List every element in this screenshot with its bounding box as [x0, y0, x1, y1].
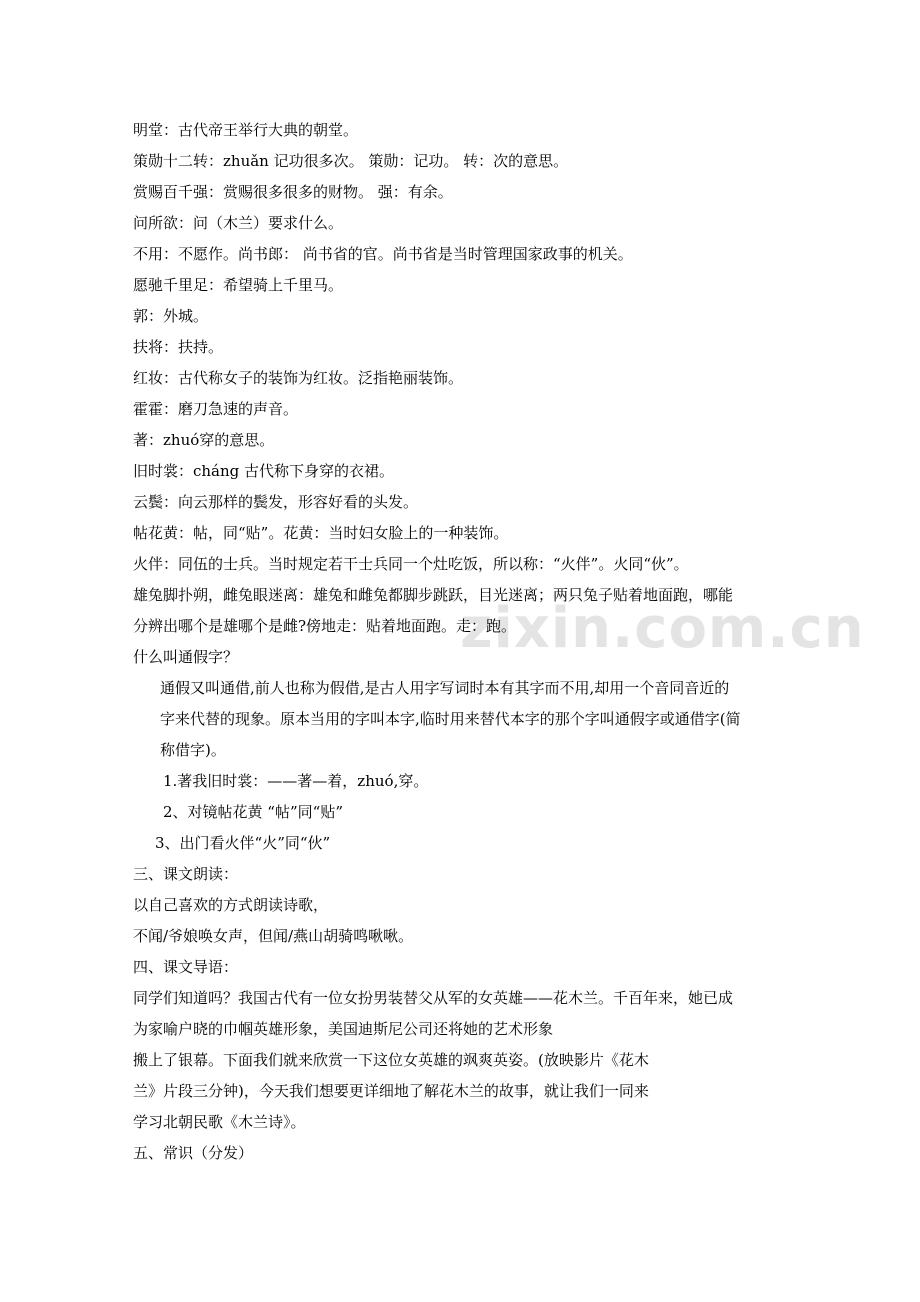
section-heading-intro: 四、课文导语：	[133, 958, 239, 976]
note-line-zhuo: 著：zhuó穿的意思。	[133, 431, 275, 449]
reading-line-2: 不闻/爷娘唤女声，但闻/燕山胡骑鸣啾啾。	[133, 927, 414, 945]
note-line-tiehuahuang: 帖花黄：帖，同“贴”。花黄：当时妇女脸上的一种装饰。	[133, 524, 509, 542]
note-line-yuanchi: 愿驰千里足：希望骑上千里马。	[133, 276, 344, 294]
paragraph-tongjia-1: 通假又叫通借,前人也称为假借,是古人用字写词时本有其字而不用,却用一个音同音近的	[160, 679, 730, 697]
section-heading-knowledge: 五、常识（分发）	[133, 1144, 254, 1162]
note-line-wensuoyu: 问所欲：问（木兰）要求什么。	[133, 214, 344, 232]
intro-line-4: 兰》片段三分钟)，今天我们想要更详细地了解花木兰的故事，就让我们一同来	[133, 1082, 649, 1100]
example-item-2: 2、对镜帖花黄 “帖”同“贴”	[163, 803, 343, 821]
note-line-mingtang: 明堂：古代帝王举行大典的朝堂。	[133, 121, 359, 139]
intro-line-3: 搬上了银幕。下面我们就来欣赏一下这位女英雄的飒爽英姿。(放映影片《花木	[133, 1051, 649, 1069]
note-line-buyong: 不用：不愿作。尚书郎： 尚书省的官。尚书省是当时管理国家政事的机关。	[133, 245, 633, 263]
note-line-hongzhuang: 红妆：古代称女子的装饰为红妆。泛指艳丽装饰。	[133, 369, 464, 387]
watermark: zixin.com.cn	[460, 596, 865, 661]
note-line-guo: 郭：外城。	[133, 307, 209, 325]
note-line-xiongtu: 雄兔脚扑朔，雌兔眼迷离：雄兔和雌兔都脚步跳跃，目光迷离；两只兔子贴着地面跑，哪能	[133, 586, 734, 604]
paragraph-tongjia-2: 字来代替的现象。原本当用的字叫本字,临时用来替代本字的那个字叫通假字或通借字(简	[160, 710, 741, 728]
section-heading-tongjiazi: 什么叫通假字？	[133, 648, 239, 666]
note-line-huohuo: 霍霍：磨刀急速的声音。	[133, 400, 299, 418]
intro-line-5: 学习北朝民歌《木兰诗》。	[133, 1113, 306, 1131]
intro-line-2: 为家喻户晓的巾帼英雄形象，美国迪斯尼公司还将她的艺术形象	[133, 1020, 554, 1038]
note-line-yunbin: 云鬓：向云那样的鬓发，形容好看的头发。	[133, 493, 419, 511]
note-line-huoban: 火伴：同伍的士兵。当时规定若干士兵同一个灶吃饭，所以称：“火伴”。火同“伙”。	[133, 555, 689, 573]
example-item-1: 1.著我旧时裳：——著—着，zhuó,穿。	[163, 772, 429, 790]
note-line-jiushichang: 旧时裳：cháng 古代称下身穿的衣裙。	[133, 462, 395, 480]
section-heading-reading: 三、课文朗读：	[133, 865, 239, 883]
intro-line-1: 同学们知道吗？我国古代有一位女扮男装替父从军的女英雄——花木兰。千百年来，她已成	[133, 989, 734, 1007]
note-line-fujiang: 扶将：扶持。	[133, 338, 224, 356]
note-line-cexun: 策勋十二转：zhuǎn 记功很多次。 策勋：记功。 转：次的意思。	[133, 152, 569, 170]
note-line-shangci: 赏赐百千强：赏赐很多很多的财物。 强：有余。	[133, 183, 453, 201]
example-item-3: 3、出门看火伴“火”同“伙”	[155, 834, 331, 852]
note-line-xiongtu-cont: 分辨出哪个是雄哪个是雌?傍地走：贴着地面跑。走：跑。	[133, 617, 517, 635]
reading-line-1: 以自己喜欢的方式朗读诗歌，	[133, 896, 329, 914]
paragraph-tongjia-3: 称借字)。	[160, 741, 226, 759]
